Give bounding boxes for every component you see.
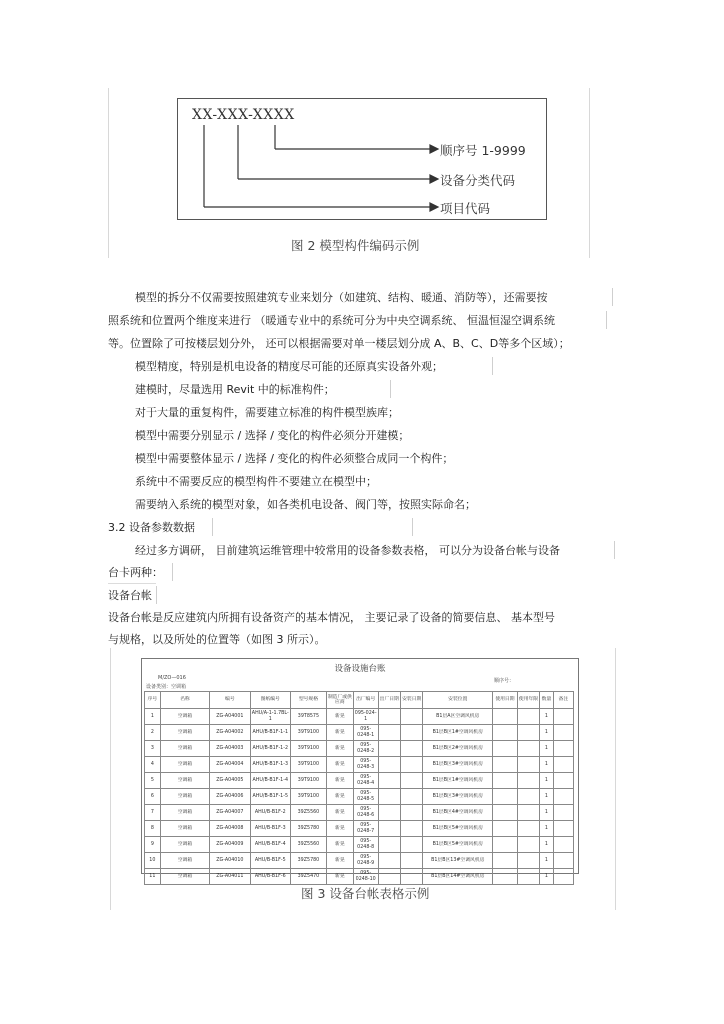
table-cell [493, 837, 518, 853]
table-cell: 2 [145, 725, 161, 741]
table-cell: 39T9100 [290, 773, 326, 789]
list-item: 模型中需要整体显示 / 选择 / 变化的构件必须整合成同一个构件； [135, 452, 454, 465]
table-cell [400, 821, 422, 837]
table-cell [378, 741, 400, 757]
ledger-title: 设备设施台账 [334, 664, 386, 674]
table-cell: 095-0248-5 [353, 789, 378, 805]
code-diagram-box [177, 98, 547, 220]
ledger-sequence-label: 顺序号： [494, 678, 515, 684]
table-cell [493, 805, 518, 821]
table-cell: 1 [540, 853, 553, 869]
paragraph-line: 设备台帐是反应建筑内所拥有设备资产的基本情况， 主要记录了设备的简要信息、 基本型号 [108, 611, 555, 624]
figure-2-caption: 图 2 模型构件编码示例 [291, 238, 420, 253]
scan-divider [606, 311, 607, 329]
table-cell: 新晃 [326, 741, 353, 757]
table-cell [553, 709, 573, 725]
table-cell: 095-0248-8 [353, 837, 378, 853]
col-header: 名称 [160, 692, 209, 709]
table-cell: 空调箱 [160, 837, 209, 853]
table-cell [493, 773, 518, 789]
table-cell: 1 [145, 709, 161, 725]
table-row [145, 837, 574, 853]
table-row [145, 789, 574, 805]
table-cell: 095-0248-3 [353, 757, 378, 773]
table-cell [553, 725, 573, 741]
table-cell: ZG-A04005 [210, 773, 250, 789]
paragraph-line: 模型的拆分不仅需要按照建筑专业来划分（如建筑、结构、暖通、消防等），还需要按 [135, 291, 548, 304]
table-cell: 095-0248-4 [353, 773, 378, 789]
scan-divider [390, 380, 391, 398]
table-cell [553, 789, 573, 805]
table-cell: 1 [540, 821, 553, 837]
table-cell [378, 725, 400, 741]
table-row [145, 741, 574, 757]
table-cell: AHU/B-B1F-1-5 [250, 789, 290, 805]
table-cell: 1 [540, 869, 553, 885]
table-cell: 4 [145, 757, 161, 773]
table-cell: 新晃 [326, 709, 353, 725]
table-cell [517, 773, 539, 789]
table-cell [378, 837, 400, 853]
table-cell: 3 [145, 741, 161, 757]
table-cell [517, 869, 539, 885]
equipment-ledger-table-image [141, 658, 579, 882]
col-header: 备注 [553, 692, 573, 709]
table-cell: B1层A区空调风机房 [423, 709, 493, 725]
table-cell: 095-0248-9 [353, 853, 378, 869]
table-row [145, 853, 574, 869]
table-cell: ZG-A04008 [210, 821, 250, 837]
table-cell [517, 821, 539, 837]
col-header: 序号 [145, 692, 161, 709]
label-sequence-number: 顺序号 1-9999 [440, 143, 526, 158]
table-cell [517, 741, 539, 757]
section-heading: 3.2 设备参数数据 [108, 521, 195, 534]
table-cell [378, 869, 400, 885]
ledger-table [144, 691, 574, 885]
table-cell: 新晃 [326, 821, 353, 837]
table-cell [400, 805, 422, 821]
table-cell: ZG-A04009 [210, 837, 250, 853]
table-cell: 095-0248-10 [353, 869, 378, 885]
figure-2 [108, 88, 590, 258]
table-cell: 39Z5780 [290, 821, 326, 837]
paragraph-line: 照系统和位置两个维度来进行 （暖通专业中的系统可分为中央空调系统、 恒温恒湿空调系统 [108, 314, 555, 327]
table-cell: 9 [145, 837, 161, 853]
table-cell [493, 709, 518, 725]
scan-divider [614, 541, 615, 559]
table-cell: 空调箱 [160, 725, 209, 741]
table-cell [378, 821, 400, 837]
ledger-body [145, 709, 574, 885]
table-cell: 7 [145, 805, 161, 821]
table-cell: 空调箱 [160, 821, 209, 837]
figure-3-caption: 图 3 设备台帐表格示例 [301, 886, 430, 901]
table-cell: 1 [540, 805, 553, 821]
col-header: 数量 [540, 692, 553, 709]
table-cell: AHU/B-B1F-1-4 [250, 773, 290, 789]
table-cell [517, 757, 539, 773]
table-cell [400, 725, 422, 741]
table-row [145, 821, 574, 837]
table-cell: B1层B区2#空调风机房 [423, 741, 493, 757]
table-cell: B1层B区5#空调风机房 [423, 821, 493, 837]
ledger-category: 设备类别：空调箱 [146, 684, 187, 690]
table-cell: ZG-A04003 [210, 741, 250, 757]
table-cell: 39Z5560 [290, 837, 326, 853]
table-cell: 39T9100 [290, 725, 326, 741]
table-cell: 1 [540, 709, 553, 725]
table-cell [553, 773, 573, 789]
table-cell: 095-0248-1 [353, 725, 378, 741]
table-cell: 新晃 [326, 853, 353, 869]
table-cell: 新晃 [326, 757, 353, 773]
table-cell: 39T9100 [290, 741, 326, 757]
table-cell: AHU/B-B1F-6 [250, 869, 290, 885]
table-cell: 10 [145, 853, 161, 869]
scan-divider [492, 357, 493, 375]
table-cell: B1层B区13#空调风机房 [423, 853, 493, 869]
table-cell: 39T9100 [290, 789, 326, 805]
table-cell: 095-024-1 [353, 709, 378, 725]
code-format-text: XX-XXX-XXXX [192, 107, 295, 123]
table-cell [553, 741, 573, 757]
table-cell [517, 709, 539, 725]
scan-divider [412, 518, 413, 536]
table-cell: ZG-A04010 [210, 853, 250, 869]
table-row [145, 805, 574, 821]
table-cell: B1层B区14#空调风机房 [423, 869, 493, 885]
table-row [145, 725, 574, 741]
table-cell [493, 821, 518, 837]
table-row [145, 773, 574, 789]
table-row [145, 709, 574, 725]
table-cell: 新晃 [326, 837, 353, 853]
table-cell [400, 709, 422, 725]
table-cell: 空调箱 [160, 805, 209, 821]
table-cell [517, 837, 539, 853]
scan-divider [212, 518, 213, 536]
col-header: 使用年限 [517, 692, 539, 709]
label-project-code: 项目代码 [440, 201, 491, 216]
table-cell: 39Z5560 [290, 805, 326, 821]
col-header: 安装位置 [423, 692, 493, 709]
table-cell [400, 757, 422, 773]
list-item: 建模时，尽量选用 Revit 中的标准构件； [135, 383, 335, 396]
table-cell: 新晃 [326, 805, 353, 821]
list-item: 对于大量的重复构件，需要建立标准的构件模型族库； [135, 406, 399, 419]
scan-divider [612, 288, 613, 306]
table-cell: 1 [540, 741, 553, 757]
col-header: 图纸编号 [250, 692, 290, 709]
table-cell: 1 [540, 789, 553, 805]
table-cell: 1 [540, 757, 553, 773]
table-cell [400, 741, 422, 757]
table-cell [517, 805, 539, 821]
list-item: 系统中不需要反应的模型构件不要建立在模型中； [135, 475, 377, 488]
table-cell: 095-0248-6 [353, 805, 378, 821]
table-cell [493, 757, 518, 773]
table-cell [378, 789, 400, 805]
table-cell: AHU/A-1-1.7BL-1 [250, 709, 290, 725]
table-cell: AHU/B-B1F-1-1 [250, 725, 290, 741]
table-cell: 空调箱 [160, 869, 209, 885]
table-cell: 8 [145, 821, 161, 837]
table-cell: 空调箱 [160, 709, 209, 725]
table-cell: 6 [145, 789, 161, 805]
table-cell: 39T8575 [290, 709, 326, 725]
table-cell [378, 757, 400, 773]
table-cell [400, 853, 422, 869]
table-cell: 5 [145, 773, 161, 789]
table-cell: 095-0248-2 [353, 741, 378, 757]
table-cell [493, 789, 518, 805]
table-cell: AHU/B-B1F-3 [250, 821, 290, 837]
ledger-header-row [145, 692, 574, 709]
table-cell [517, 789, 539, 805]
scan-divider [108, 583, 156, 584]
table-cell: B1层B区1#空调风机房 [423, 773, 493, 789]
table-cell [400, 869, 422, 885]
table-cell: ZG-A04004 [210, 757, 250, 773]
list-item: 需要纳入系统的模型对象，如各类机电设备、阀门等，按照实际命名； [135, 498, 476, 511]
table-row [145, 869, 574, 885]
figure-3 [110, 648, 616, 910]
table-cell: 1 [540, 725, 553, 741]
table-cell [553, 757, 573, 773]
table-cell [400, 773, 422, 789]
table-cell: AHU/B-B1F-1-3 [250, 757, 290, 773]
table-cell: 新晃 [326, 789, 353, 805]
table-cell: 空调箱 [160, 773, 209, 789]
subsection-heading: 设备台帐 [108, 589, 152, 602]
paragraph-line: 台卡两种： [108, 566, 163, 579]
table-cell: B1层B区5#空调风机房 [423, 837, 493, 853]
table-cell [553, 805, 573, 821]
table-cell: 11 [145, 869, 161, 885]
code-diagram-lines [178, 99, 546, 219]
table-cell [553, 837, 573, 853]
table-cell: B1层B区4#空调风机房 [423, 805, 493, 821]
table-cell: AHU/B-B1F-1-2 [250, 741, 290, 757]
table-cell [493, 741, 518, 757]
col-header: 使用日期 [493, 692, 518, 709]
table-cell: 39Z5780 [290, 853, 326, 869]
table-cell: 新晃 [326, 869, 353, 885]
table-cell [553, 853, 573, 869]
col-header: 出厂编号 [353, 692, 378, 709]
table-cell: ZG-A04002 [210, 725, 250, 741]
scan-divider [172, 563, 173, 581]
col-header: 型号规格 [290, 692, 326, 709]
col-header: 出厂日期 [378, 692, 400, 709]
table-cell [378, 773, 400, 789]
table-cell: 空调箱 [160, 757, 209, 773]
table-cell: AHU/B-B1F-5 [250, 853, 290, 869]
table-cell: 095-0248-7 [353, 821, 378, 837]
table-cell: 空调箱 [160, 741, 209, 757]
table-cell: 空调箱 [160, 789, 209, 805]
table-cell [493, 869, 518, 885]
table-cell [493, 725, 518, 741]
table-cell [553, 821, 573, 837]
table-cell: ZG-A04007 [210, 805, 250, 821]
table-cell: 1 [540, 773, 553, 789]
table-cell: B1层B区1#空调风机房 [423, 725, 493, 741]
table-cell: ZG-A04006 [210, 789, 250, 805]
table-cell: 新晃 [326, 773, 353, 789]
paragraph-line: 经过多方调研， 目前建筑运维管理中较常用的设备参数表格， 可以分为设备台帐与设备 [135, 544, 560, 557]
paragraph-line: 与规格，以及所处的位置等（如图 3 所示）。 [108, 633, 326, 646]
table-cell: B1层B区3#空调风机房 [423, 789, 493, 805]
table-cell [517, 725, 539, 741]
table-cell: 1 [540, 837, 553, 853]
table-cell: 39Z5470 [290, 869, 326, 885]
table-cell [400, 837, 422, 853]
table-cell: B1层B区3#空调风机房 [423, 757, 493, 773]
list-item: 模型中需要分别显示 / 选择 / 变化的构件必须分开建模； [135, 429, 410, 442]
paragraph-line: 等。位置除了可按楼层划分外， 还可以根据需要对单一楼层划分成 A、B、C、D等多个区域）； [108, 337, 570, 350]
table-cell: 空调箱 [160, 853, 209, 869]
table-cell: ZG-A04001 [210, 709, 250, 725]
list-item: 模型精度，特别是机电设备的精度尽可能的还原真实设备外观； [135, 360, 443, 373]
col-header: 制造厂或供应商 [326, 692, 353, 709]
table-cell [378, 853, 400, 869]
table-row [145, 757, 574, 773]
table-cell: AHU/B-B1F-2 [250, 805, 290, 821]
label-equipment-class-code: 设备分类代码 [440, 173, 516, 188]
col-header: 编号 [210, 692, 250, 709]
scan-divider [156, 586, 157, 604]
table-cell [517, 853, 539, 869]
table-cell: 新晃 [326, 725, 353, 741]
table-cell [493, 853, 518, 869]
table-cell [553, 869, 573, 885]
table-cell [378, 709, 400, 725]
table-cell: 39T9100 [290, 757, 326, 773]
table-cell [400, 789, 422, 805]
ledger-form-number: M/ZO—016 [158, 675, 186, 681]
table-cell [378, 805, 400, 821]
table-cell: AHU/B-B1F-4 [250, 837, 290, 853]
col-header: 安装日期 [400, 692, 422, 709]
table-cell: ZG-A04011 [210, 869, 250, 885]
